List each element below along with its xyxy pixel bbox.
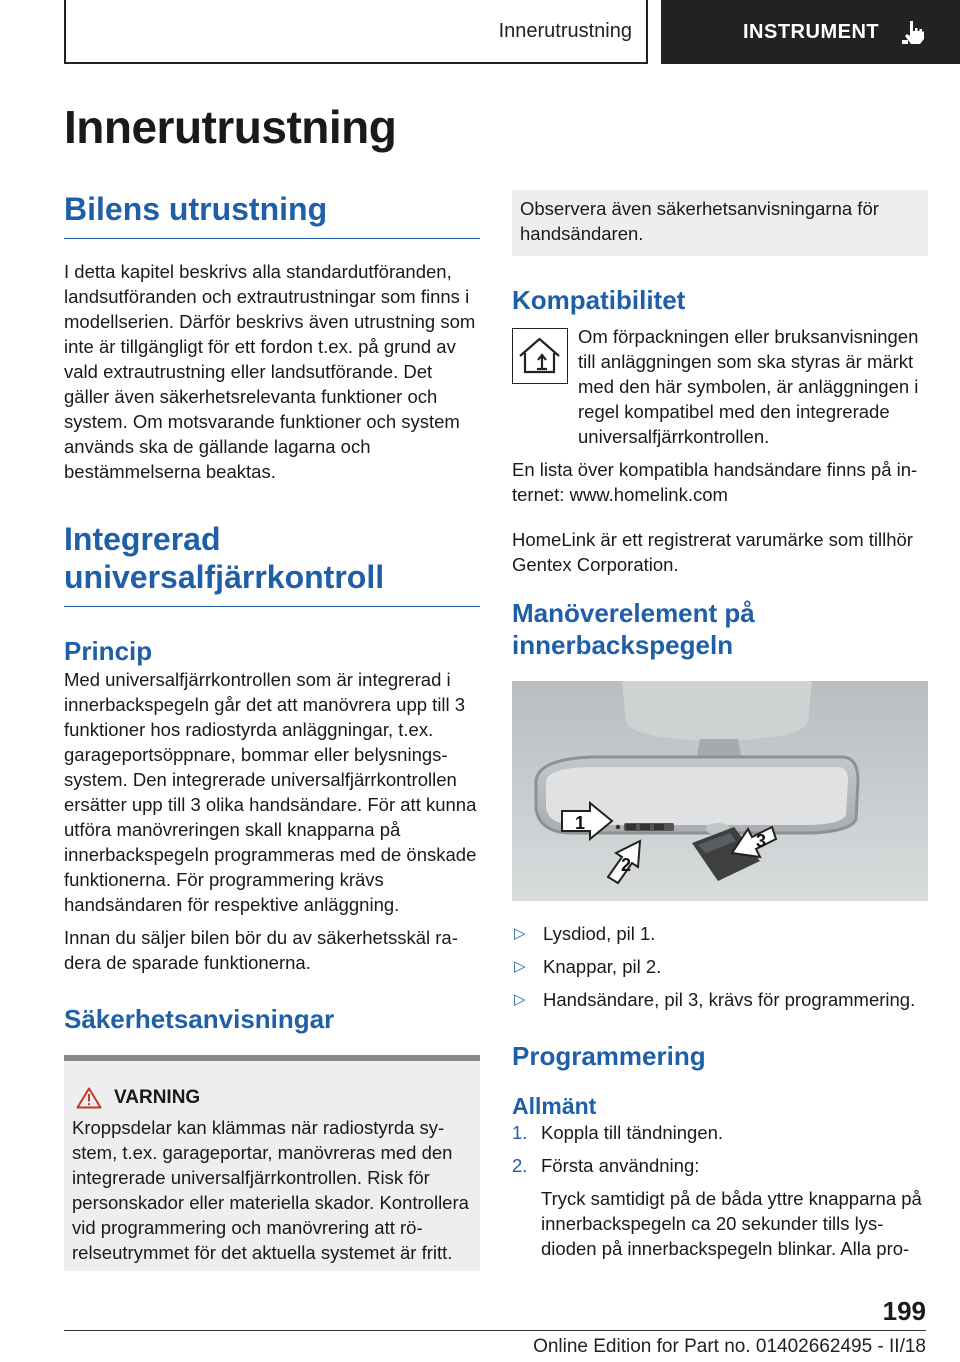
step-2-detail: Tryck samtidigt på de båda yttre knapparna på innerbackspegeln ca 20 sekunder tills lysdioden på innerbackspegeln blinkar. Alla pro- — [541, 1188, 922, 1259]
triangle-bullet-icon: ▷ — [514, 958, 526, 975]
list-item: ▷ Lysdiod, pil 1. — [514, 923, 656, 944]
list-item: 1. Koppla till tändningen. — [512, 1122, 724, 1143]
header-chapter-label: INSTRUMENT — [743, 20, 880, 43]
heading-manoverelement: Manöverelement på innerbackspegeln — [512, 598, 755, 660]
heading-allmant: Allmänt — [512, 1093, 597, 1119]
mirror-controls-photo — [512, 681, 928, 901]
triangle-bullet-icon: ▷ — [514, 925, 526, 942]
header-section-tab — [64, 0, 648, 64]
list-item: ▷ Handsändare, pil 3, krävs för programmering. — [514, 989, 916, 1010]
page-number: 199 — [882, 1296, 926, 1326]
warning-box — [64, 1055, 480, 1271]
page-title: Innerutrustning — [64, 101, 397, 153]
paragraph-princip-1: Med universalfjärrkontrollen som är integrerad i innerbackspegeln går det att manövrera upp till 3 funktioner hos radiostyrda anläggningar, t.ex. garageportsöppnare, bommar eller belysningssystem. Den integrerade universalfjärrkontrollen ersätter upp till 3 olika handsändare. För att kunna utföra manövreringen skall knapparna på innerbackspegeln programmeras med de önskade funktionerna. För programmering krävs handsändaren för respektive anläggning. — [64, 669, 477, 915]
list-item: 2. Första användning: — [512, 1155, 700, 1176]
compatibility-block — [512, 324, 928, 449]
heading-kompatibilitet: Kompatibilitet — [512, 285, 686, 315]
heading-sakerhetsanvisningar: Säkerhetsanvisningar — [64, 1004, 335, 1034]
heading-princip: Princip — [64, 636, 153, 666]
paragraph-bilens-utrustning: I detta kapitel beskrivs alla standardutföranden, landsutföranden och extrautrustningar som finns i modellserien. Därför beskrivs även utrustning som inte är tillgängligt för ett fordon t.ex. på grund av vald extrautrustning eller landsutförande. Det gäller även säkerhetsrelevanta funktioner och system. Om motsvarande funktioner och system används ska de gällande lagarna och bestämmelserna beaktas. — [64, 261, 476, 482]
footer-divider — [64, 1330, 926, 1331]
paragraph-kompatibilitet-2: En lista över kompatibla handsändare finns på internet: www.homelink.com — [512, 459, 918, 505]
steps-list — [512, 1120, 928, 1178]
warning-label: VARNING — [114, 1087, 201, 1108]
homelink-house-icon — [512, 328, 568, 384]
paragraph-princip-2: Innan du säljer bilen bör du av säkerhetsskäl radera de sparade funktionerna. — [64, 927, 458, 973]
pointing-hand-icon — [901, 19, 927, 45]
header-chapter-tab — [661, 0, 960, 64]
heading-bilens-utrustning: Bilens utrustning — [64, 190, 480, 239]
controls-list — [512, 921, 928, 1012]
footer-edition: Online Edition for Part no. 01402662495 - II/18 — [533, 1336, 926, 1357]
warning-header — [72, 1087, 472, 1109]
heading-programmering: Programmering — [512, 1041, 706, 1071]
note-text: Observera även säkerhetsanvisningarna för handsändaren. — [520, 198, 879, 244]
list-item: ▷ Knappar, pil 2. — [514, 956, 662, 977]
paragraph-kompatibilitet-3: HomeLink är ett registrerat varumärke som tillhör Gentex Corporation. — [512, 529, 913, 575]
left-column — [64, 190, 480, 1271]
photo-label-1: 1 — [574, 813, 586, 833]
warning-text: Kroppsdelar kan klämmas när radiostyrda system, t.ex. garageportar, manövreras med den integrerade universalfjärrkontrollen. Risk för personskador eller materiella skador. Kontrollera vid programmering och manövrering att rörelseutrymmet för det aktuella systemet är fritt. — [72, 1117, 469, 1263]
header-section-label: Innerutrustning — [498, 19, 632, 42]
note-box — [512, 190, 928, 256]
warning-triangle-icon — [76, 1087, 102, 1109]
paragraph-kompatibilitet-1: Om förpackningen eller bruksanvisningen till anläggningen som ska styras är märkt med den här symbolen, är anläggningen i regel kompatibel med den integrerade universalfjärrkontrollen. — [578, 326, 919, 447]
photo-label-2: 2 — [620, 855, 632, 875]
photo-label-3: 3 — [755, 831, 767, 851]
right-column — [512, 190, 928, 1261]
heading-integrerad-universalfjarrkontroll: Integrerad universalfjärrkontroll — [64, 520, 480, 607]
triangle-bullet-icon: ▷ — [514, 991, 526, 1008]
